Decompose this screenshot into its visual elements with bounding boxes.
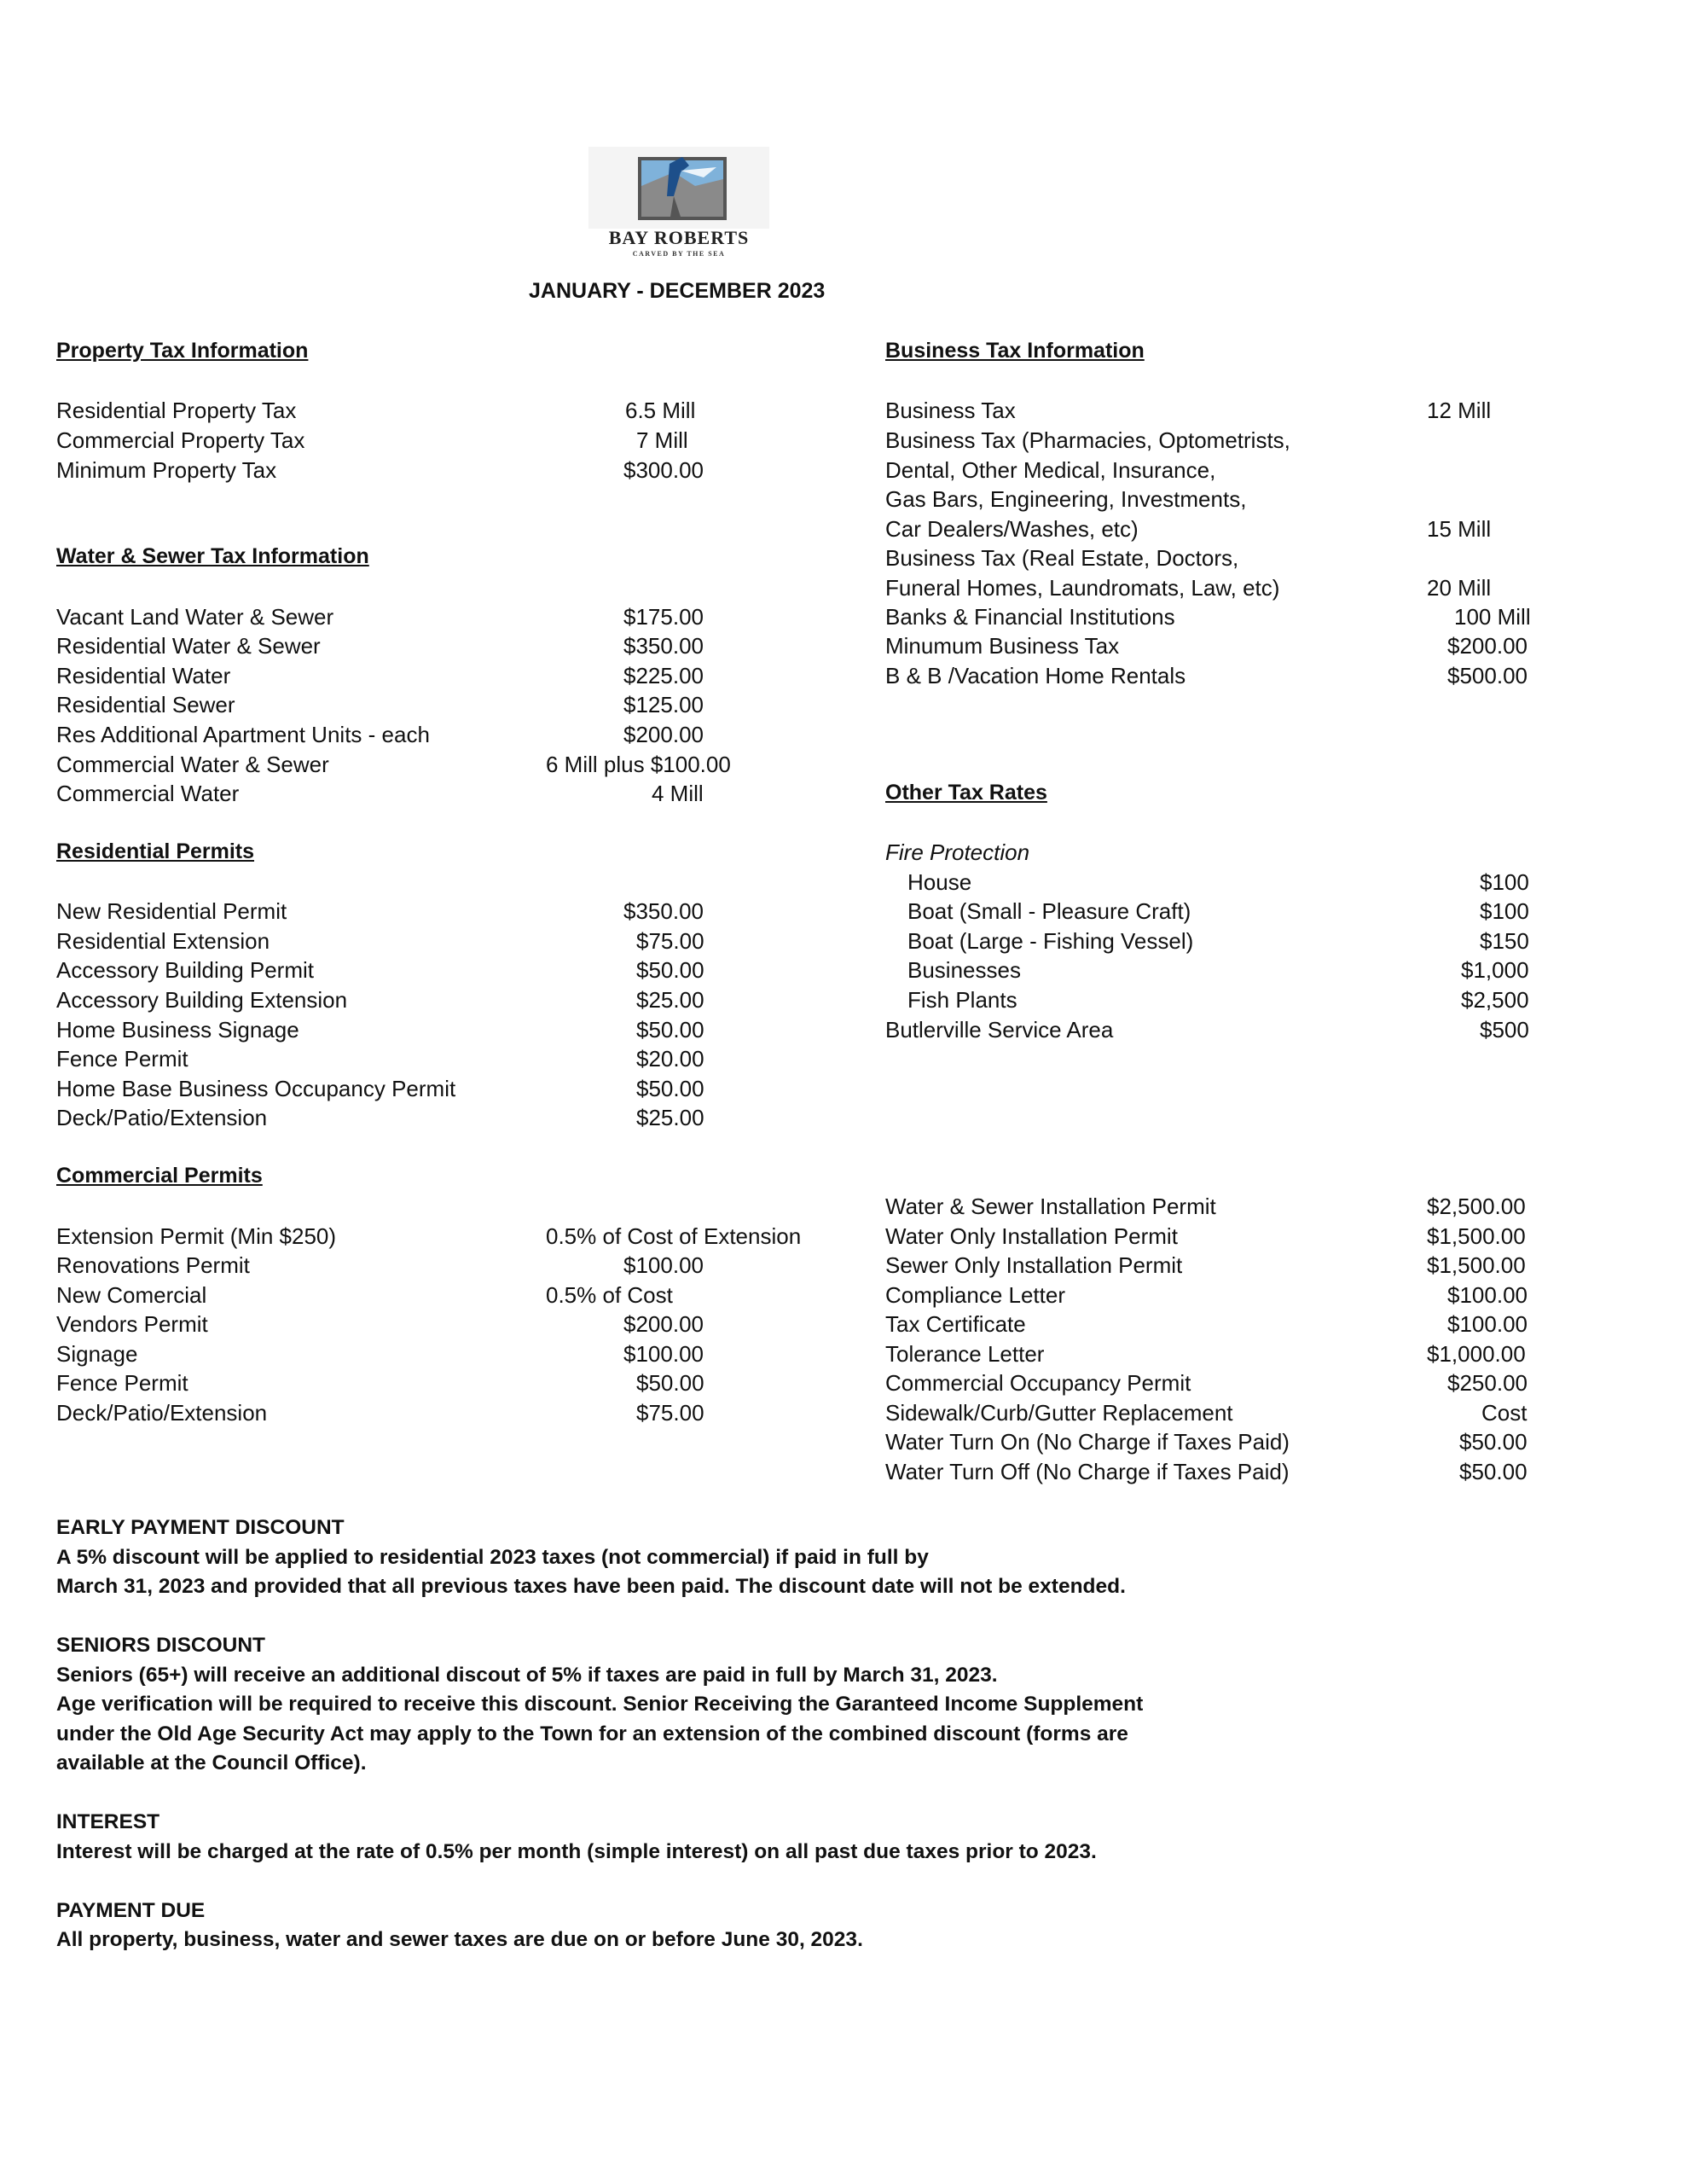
row-value: $500.00 bbox=[1447, 663, 1528, 688]
residential-permits-heading: Residential Permits bbox=[56, 839, 255, 863]
row-label: Sewer Only Installation Permit bbox=[885, 1252, 1183, 1278]
row-value: $1,500.00 bbox=[1427, 1223, 1526, 1249]
row-value: $350.00 bbox=[623, 898, 704, 924]
logo-brand-text: BAY ROBERTS bbox=[608, 227, 750, 248]
row-label: Car Dealers/Washes, etc) bbox=[885, 516, 1139, 542]
property-tax-heading: Property Tax Information bbox=[56, 339, 309, 363]
row-value: $175.00 bbox=[623, 604, 704, 630]
row-label: Tax Certificate bbox=[885, 1311, 1026, 1337]
section-text: under the Old Age Security Act may apply to the Town for an extension of the combined discount (forms are bbox=[56, 1722, 1128, 1745]
section-text: A 5% discount will be applied to residential 2023 taxes (not commercial) if paid in full by bbox=[56, 1545, 929, 1569]
row-label: Residential Sewer bbox=[56, 692, 235, 717]
row-value: 7 Mill bbox=[636, 427, 688, 453]
row-value: $100.00 bbox=[1447, 1282, 1528, 1308]
row-value: 4 Mill bbox=[652, 781, 704, 806]
row-label: Fence Permit bbox=[56, 1370, 188, 1396]
row-label: Commercial Property Tax bbox=[56, 427, 305, 453]
row-value: 6 Mill plus $100.00 bbox=[546, 752, 731, 777]
row-value: $25.00 bbox=[636, 1105, 704, 1130]
row-value: $225.00 bbox=[623, 663, 704, 688]
logo-emblem-icon bbox=[588, 147, 769, 229]
row-value: $100.00 bbox=[1447, 1311, 1528, 1337]
section-text: Interest will be charged at the rate of 0.5% per month (simple interest) on all past due taxes prior to 2023. bbox=[56, 1839, 1097, 1863]
row-label: Water Only Installation Permit bbox=[885, 1223, 1178, 1249]
row-value: 0.5% of Cost bbox=[546, 1282, 673, 1308]
row-label: Gas Bars, Engineering, Investments, bbox=[885, 486, 1247, 512]
row-value: 20 Mill bbox=[1427, 575, 1492, 601]
row-label: Dental, Other Medical, Insurance, bbox=[885, 457, 1216, 483]
row-value: $50.00 bbox=[1459, 1429, 1528, 1455]
row-label: Renovations Permit bbox=[56, 1252, 250, 1278]
section-text: Age verification will be required to receive this discount. Senior Receiving the Garanteed Income Supplement bbox=[56, 1693, 1144, 1716]
row-value: $75.00 bbox=[636, 1400, 704, 1426]
row-label: Fire Protection bbox=[885, 839, 1030, 865]
row-label: Home Business Signage bbox=[56, 1017, 299, 1043]
payment-notes bbox=[56, 1513, 1336, 1984]
row-value: $50.00 bbox=[1459, 1459, 1528, 1484]
row-value: $1,500.00 bbox=[1427, 1252, 1526, 1278]
row-label: Residential Property Tax bbox=[56, 398, 297, 423]
section-text: All property, business, water and sewer taxes are due on or before June 30, 2023. bbox=[56, 1928, 863, 1951]
row-value: $50.00 bbox=[636, 1017, 704, 1043]
row-value: $20.00 bbox=[636, 1046, 704, 1072]
row-label: Water Turn On (No Charge if Taxes Paid) bbox=[885, 1429, 1290, 1455]
row-value: $50.00 bbox=[636, 1370, 704, 1396]
row-value: $25.00 bbox=[636, 987, 704, 1013]
row-value: 100 Mill bbox=[1454, 604, 1531, 630]
row-value: $2,500.00 bbox=[1427, 1194, 1526, 1219]
bay-roberts-logo bbox=[587, 145, 771, 263]
row-label: Water & Sewer Installation Permit bbox=[885, 1194, 1216, 1219]
row-label: Fence Permit bbox=[56, 1046, 188, 1072]
row-label: Home Base Business Occupancy Permit bbox=[56, 1076, 456, 1101]
section-heading: INTEREST bbox=[56, 1810, 160, 1833]
row-label: Boat (Small - Pleasure Craft) bbox=[907, 898, 1191, 924]
business-tax-heading: Business Tax Information bbox=[885, 339, 1145, 363]
section-text: March 31, 2023 and provided that all previous taxes have been paid. The discount date will not be extended. bbox=[56, 1575, 1126, 1598]
payment-due-section bbox=[56, 1896, 1336, 1955]
section-text: available at the Council Office). bbox=[56, 1751, 367, 1774]
row-label: Deck/Patio/Extension bbox=[56, 1400, 268, 1426]
row-label: Business Tax (Real Estate, Doctors, bbox=[885, 545, 1239, 571]
row-label: Commercial Water bbox=[56, 781, 240, 806]
row-label: Banks & Financial Institutions bbox=[885, 604, 1175, 630]
row-value: 12 Mill bbox=[1427, 398, 1492, 423]
row-label: Sidewalk/Curb/Gutter Replacement bbox=[885, 1400, 1233, 1426]
row-value: 0.5% of Cost of Extension bbox=[546, 1223, 802, 1249]
row-label: Accessory Building Extension bbox=[56, 987, 348, 1013]
row-label: Tolerance Letter bbox=[885, 1341, 1045, 1367]
row-label: Butlerville Service Area bbox=[885, 1017, 1114, 1043]
row-label: Business Tax bbox=[885, 398, 1016, 423]
row-value: $1,000 bbox=[1461, 957, 1529, 983]
section-text: Seniors (65+) will receive an additional discout of 5% if taxes are paid in full by March 31, 2023. bbox=[56, 1663, 998, 1687]
row-value: $500 bbox=[1480, 1017, 1529, 1043]
row-label: Minimum Property Tax bbox=[56, 457, 277, 483]
row-label: Extension Permit (Min $250) bbox=[56, 1223, 337, 1249]
row-label: Res Additional Apartment Units - each bbox=[56, 722, 430, 747]
row-label: Funeral Homes, Laundromats, Law, etc) bbox=[885, 575, 1280, 601]
row-value: $100 bbox=[1480, 869, 1529, 895]
row-value: $200.00 bbox=[1447, 633, 1528, 659]
row-value: $250.00 bbox=[1447, 1370, 1528, 1396]
commercial-permits-heading: Commercial Permits bbox=[56, 1164, 263, 1188]
row-label: Water Turn Off (No Charge if Taxes Paid) bbox=[885, 1459, 1290, 1484]
row-value: $50.00 bbox=[636, 1076, 704, 1101]
row-value: $300.00 bbox=[623, 457, 704, 483]
row-label: Residential Water & Sewer bbox=[56, 633, 321, 659]
section-heading: SENIORS DISCOUNT bbox=[56, 1634, 266, 1657]
row-label: Compliance Letter bbox=[885, 1282, 1065, 1308]
row-value: $50.00 bbox=[636, 957, 704, 983]
seniors-discount-section bbox=[56, 1631, 1336, 1779]
row-label: House bbox=[907, 869, 972, 895]
section-heading: PAYMENT DUE bbox=[56, 1898, 206, 1922]
row-label: B & B /Vacation Home Rentals bbox=[885, 663, 1186, 688]
row-label: Residential Water bbox=[56, 663, 231, 688]
section-heading: EARLY PAYMENT DISCOUNT bbox=[56, 1516, 345, 1539]
early-payment-discount-section bbox=[56, 1513, 1336, 1602]
row-value: Cost bbox=[1481, 1400, 1528, 1426]
row-value: $75.00 bbox=[636, 928, 704, 954]
row-value: $150 bbox=[1480, 928, 1529, 954]
row-label: New Residential Permit bbox=[56, 898, 287, 924]
row-value: $100.00 bbox=[623, 1252, 704, 1278]
row-label: Minumum Business Tax bbox=[885, 633, 1120, 659]
row-value: $100.00 bbox=[623, 1341, 704, 1367]
other-tax-rates-heading: Other Tax Rates bbox=[885, 781, 1047, 804]
row-label: Residential Extension bbox=[56, 928, 270, 954]
logo-tagline: CARVED BY THE SEA bbox=[632, 250, 726, 258]
row-value: $200.00 bbox=[623, 722, 704, 747]
row-label: Accessory Building Permit bbox=[56, 957, 314, 983]
page-title: JANUARY - DECEMBER 2023 bbox=[529, 279, 826, 303]
row-label: Vendors Permit bbox=[56, 1311, 208, 1337]
interest-section bbox=[56, 1808, 1336, 1867]
row-label: Commercial Water & Sewer bbox=[56, 752, 329, 777]
row-value: 6.5 Mill bbox=[625, 398, 696, 423]
water-sewer-heading: Water & Sewer Tax Information bbox=[56, 544, 369, 568]
row-value: $125.00 bbox=[623, 692, 704, 717]
row-value: 15 Mill bbox=[1427, 516, 1492, 542]
row-label: New Comercial bbox=[56, 1282, 207, 1308]
row-value: $2,500 bbox=[1461, 987, 1529, 1013]
row-label: Business Tax (Pharmacies, Optometrists, bbox=[885, 427, 1290, 453]
row-label: Deck/Patio/Extension bbox=[56, 1105, 268, 1130]
row-label: Signage bbox=[56, 1341, 138, 1367]
logo-mark bbox=[588, 147, 769, 229]
row-label: Commercial Occupancy Permit bbox=[885, 1370, 1191, 1396]
row-label: Fish Plants bbox=[907, 987, 1017, 1013]
row-value: $350.00 bbox=[623, 633, 704, 659]
row-value: $100 bbox=[1480, 898, 1529, 924]
row-label: Businesses bbox=[907, 957, 1021, 983]
row-value: $1,000.00 bbox=[1427, 1341, 1526, 1367]
row-label: Vacant Land Water & Sewer bbox=[56, 604, 334, 630]
row-value: $200.00 bbox=[623, 1311, 704, 1337]
row-label: Boat (Large - Fishing Vessel) bbox=[907, 928, 1194, 954]
